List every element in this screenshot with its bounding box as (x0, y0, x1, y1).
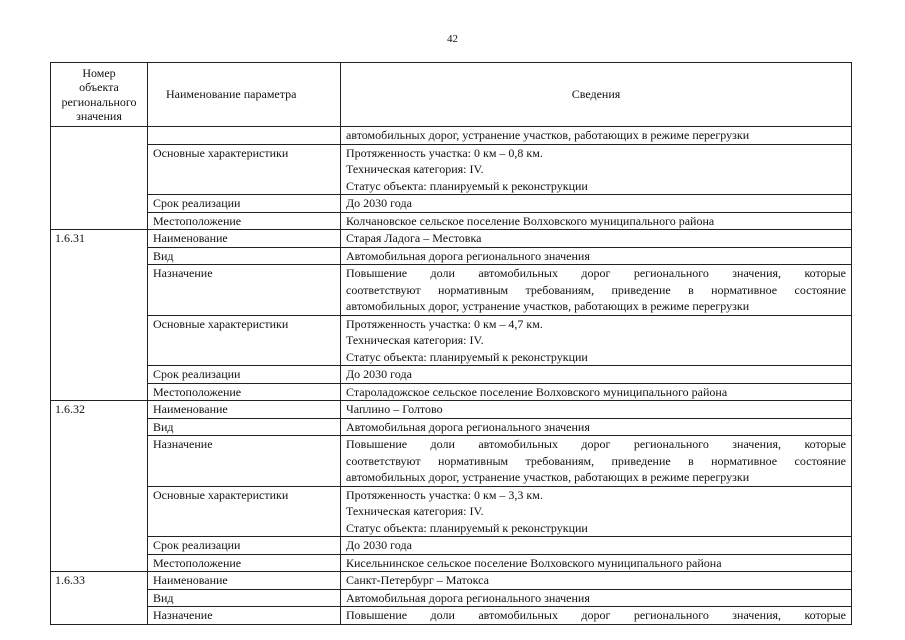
parameter-name-cell (148, 127, 341, 145)
information-cell (341, 265, 852, 316)
information-line: Повышение доли автомобильных дорог регионального значения, которые (346, 266, 846, 280)
object-number-cell: 1.6.31 (51, 230, 148, 401)
information-line: автомобильных дорог, устранение участков, работающих в режиме перегрузки (346, 128, 750, 142)
information-line: автомобильных дорог, устранение участков, работающих в режиме перегрузки (346, 299, 750, 313)
parameter-name-cell: Основные характеристики (148, 144, 341, 195)
information-line: Техническая категория: IV. (346, 333, 484, 347)
table-row (51, 195, 852, 213)
information-line: Санкт-Петербург – Матокса (346, 573, 489, 587)
parameters-table (50, 62, 852, 625)
parameter-name-cell: Вид (148, 418, 341, 436)
information-line: Протяженность участка: 0 км – 0,8 км. (346, 145, 543, 160)
information-line: До 2030 года (346, 367, 412, 381)
table-body (51, 127, 852, 625)
table-row (51, 486, 852, 537)
information-line: До 2030 года (346, 538, 412, 552)
table-row (51, 554, 852, 572)
table-row (51, 589, 852, 607)
parameter-name-cell: Местоположение (148, 554, 341, 572)
parameter-name-cell: Вид (148, 589, 341, 607)
parameter-name-cell: Наименование (148, 401, 341, 419)
table-row (51, 144, 852, 195)
information-cell (341, 401, 852, 419)
table-row (51, 383, 852, 401)
parameter-name-cell: Назначение (148, 265, 341, 316)
information-cell (341, 436, 852, 487)
information-cell (341, 554, 852, 572)
information-cell (341, 366, 852, 384)
information-line: Техническая категория: IV. (346, 504, 484, 518)
table-row (51, 127, 852, 145)
object-number-cell (51, 127, 148, 230)
information-cell (341, 127, 852, 145)
parameter-name-cell: Наименование (148, 572, 341, 590)
table-row (51, 315, 852, 366)
parameter-name-cell: Местоположение (148, 212, 341, 230)
table-row (51, 436, 852, 487)
object-number-cell: 1.6.32 (51, 401, 148, 572)
header-object-number (51, 63, 148, 127)
header-number-line: Номер (82, 65, 116, 80)
information-line: Старая Ладога – Местовка (346, 231, 482, 245)
parameter-name-cell: Основные характеристики (148, 315, 341, 366)
header-number-line: регионального (61, 94, 137, 109)
information-line: Староладожское сельское поселение Волховского муниципального района (346, 384, 728, 399)
table-row (51, 401, 852, 419)
information-cell (341, 230, 852, 248)
table-row (51, 572, 852, 590)
information-line: Повышение доли автомобильных дорог регионального значения, которые (346, 437, 846, 451)
information-cell (341, 572, 852, 590)
information-line: Статус объекта: планируемый к реконструкции (346, 178, 588, 193)
table-row (51, 418, 852, 436)
information-cell (341, 418, 852, 436)
parameter-name-cell: Назначение (148, 436, 341, 487)
header-number-line: значения (76, 109, 122, 123)
information-line: Кисельнинское сельское поселение Волховского муниципального района (346, 555, 722, 570)
information-cell (341, 607, 852, 625)
information-line: автомобильных дорог, устранение участков, работающих в режиме перегрузки (346, 470, 750, 484)
parameter-name-cell: Срок реализации (148, 366, 341, 384)
parameter-name-cell: Вид (148, 247, 341, 265)
information-line: Техническая категория: IV. (346, 162, 484, 176)
parameter-name-cell: Назначение (148, 607, 341, 625)
information-line: Колчановское сельское поселение Волховского муниципального района (346, 213, 715, 228)
information-cell (341, 212, 852, 230)
information-cell (341, 315, 852, 366)
information-line: Протяженность участка: 0 км – 3,3 км. (346, 487, 543, 502)
page-number: 42 (447, 33, 458, 45)
table-row (51, 212, 852, 230)
table-row (51, 247, 852, 265)
information-cell (341, 486, 852, 537)
table-row (51, 607, 852, 625)
table-header-row (51, 63, 852, 127)
information-cell (341, 383, 852, 401)
information-line: Повышение доли автомобильных дорог регионального значения, которые (346, 608, 846, 622)
table-row (51, 537, 852, 555)
information-cell (341, 144, 852, 195)
parameter-name-cell: Срок реализации (148, 537, 341, 555)
header-information: Сведения (341, 63, 852, 127)
parameter-name-cell: Основные характеристики (148, 486, 341, 537)
information-line: соответствуют нормативным требованиям, приведение в нормативное состояние (346, 453, 846, 468)
information-cell (341, 247, 852, 265)
information-line: соответствуют нормативным требованиям, приведение в нормативное состояние (346, 282, 846, 297)
header-parameter-name: Наименование параметра (148, 63, 341, 127)
information-line: Статус объекта: планируемый к реконструкции (346, 349, 588, 364)
table-row (51, 366, 852, 384)
table-row (51, 230, 852, 248)
information-line: Протяженность участка: 0 км – 4,7 км. (346, 316, 543, 331)
header-number-line: объекта (79, 80, 119, 94)
object-number-cell: 1.6.33 (51, 572, 148, 625)
parameter-name-cell: Срок реализации (148, 195, 341, 213)
information-line: Автомобильная дорога регионального значения (346, 419, 590, 434)
information-cell (341, 589, 852, 607)
parameter-name-cell: Местоположение (148, 383, 341, 401)
information-line: Автомобильная дорога регионального значения (346, 590, 590, 605)
information-line: Чаплино – Голтово (346, 402, 443, 416)
information-cell (341, 195, 852, 213)
table-row (51, 265, 852, 316)
information-line: До 2030 года (346, 196, 412, 210)
information-line: Автомобильная дорога регионального значения (346, 248, 590, 263)
information-line: Статус объекта: планируемый к реконструкции (346, 520, 588, 535)
information-cell (341, 537, 852, 555)
parameter-name-cell: Наименование (148, 230, 341, 248)
